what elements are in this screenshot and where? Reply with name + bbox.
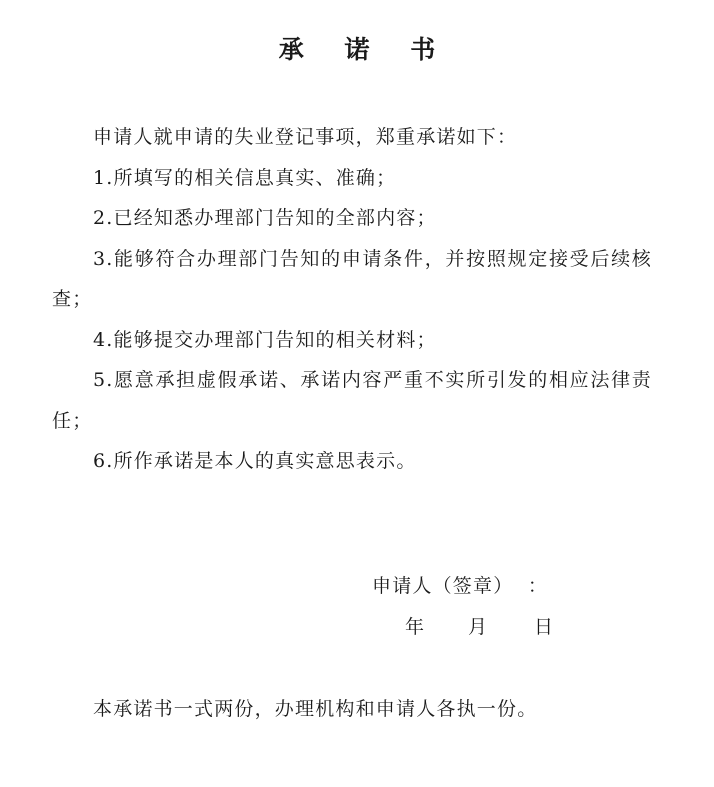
commitment-item-2: 2.已经知悉办理部门告知的全部内容； xyxy=(93,207,437,229)
date-month-label: 月 xyxy=(468,616,488,638)
document-title: 承 诺 书 xyxy=(278,35,452,64)
commitment-item-6: 6.所作承诺是本人的真实意思表示。 xyxy=(93,450,417,472)
date-day-label: 日 xyxy=(534,616,554,638)
commitment-item-5: 5.愿意承担虚假承诺、承诺内容严重不实所引发的相应法律责任； xyxy=(52,369,652,432)
commitment-item-1: 1.所填写的相关信息真实、准确； xyxy=(93,166,397,189)
signature-date xyxy=(405,612,553,639)
commitment-item-3: 3.能够符合办理部门告知的申请条件，并按照规定接受后续核查； xyxy=(52,247,652,310)
commitment-item-4: 4.能够提交办理部门告知的相关材料； xyxy=(93,328,437,351)
signature-label: 申请人（签章） ： xyxy=(372,575,549,597)
intro-paragraph: 申请人就申请的失业登记事项，郑重承诺如下： xyxy=(93,126,518,148)
date-year-label: 年 xyxy=(405,616,425,638)
footer-note: 本承诺书一式两份，办理机构和申请人各执一份。 xyxy=(93,698,538,720)
commitment-body xyxy=(52,117,652,482)
